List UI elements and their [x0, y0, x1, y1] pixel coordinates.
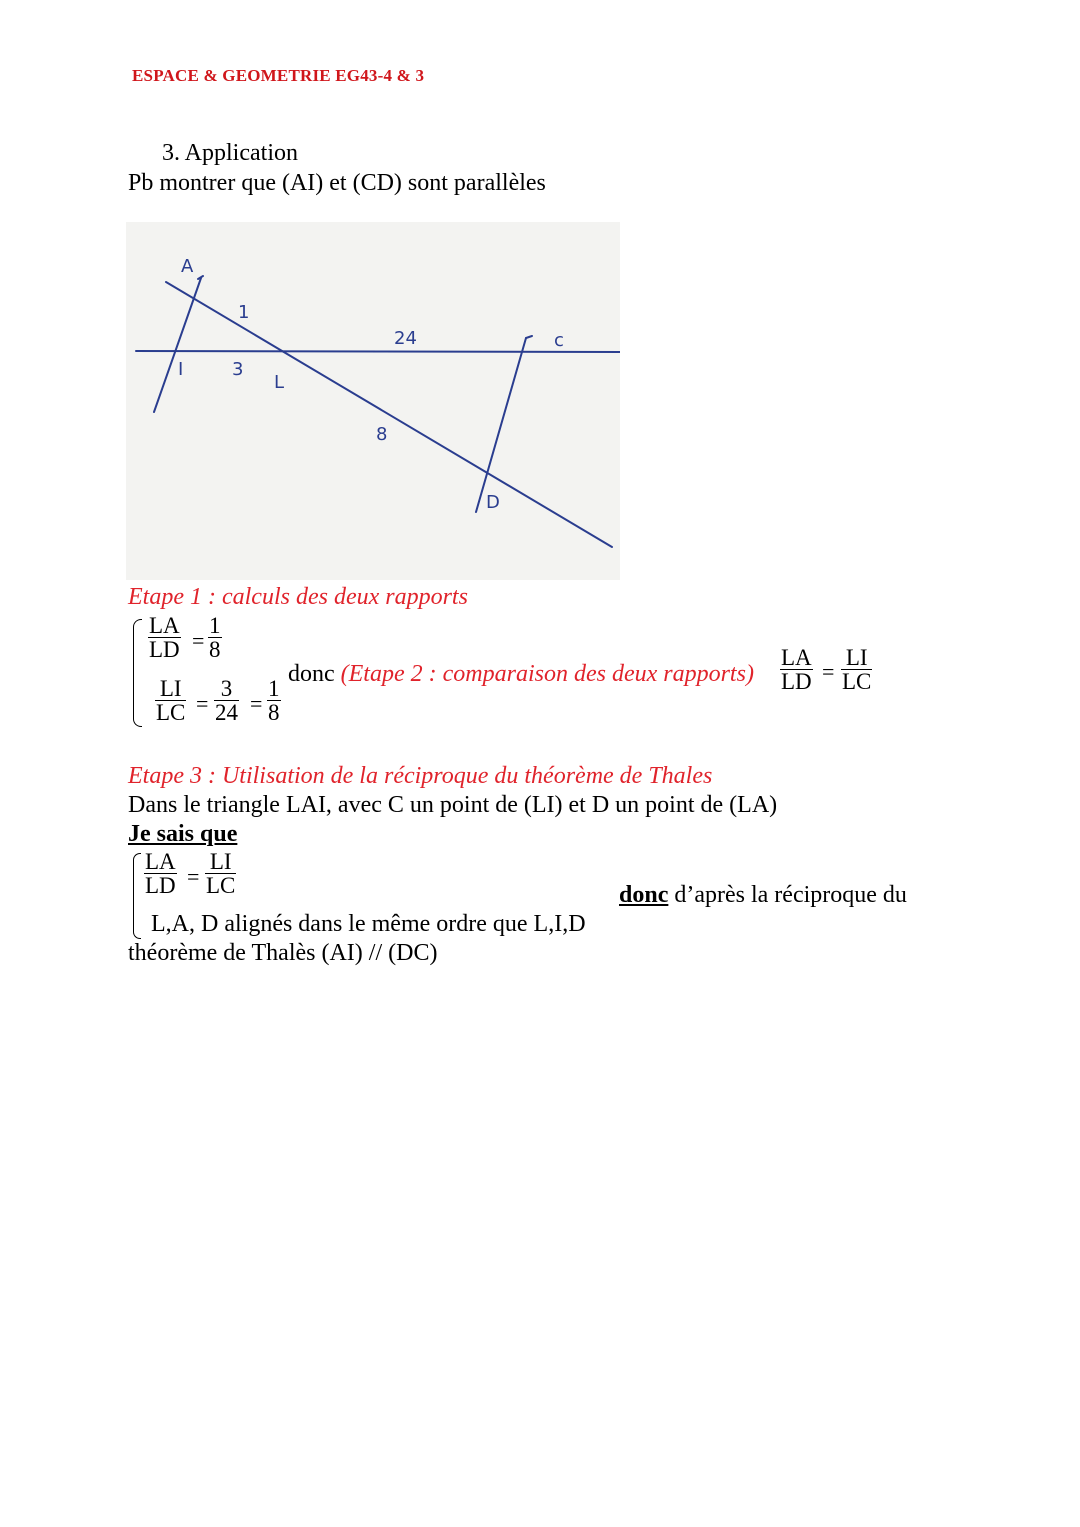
section-title: 3. Application: [162, 140, 298, 166]
label-d: D: [486, 492, 500, 513]
step1-r1-value: [208, 614, 222, 661]
step3-conclusion-b: théorème de Thalès (AI) // (DC): [128, 940, 438, 966]
label-i: I: [178, 359, 184, 380]
step3-brace: [133, 853, 141, 939]
step2-fraction-2: [841, 646, 872, 693]
step3-fraction-2: [205, 850, 236, 897]
step2-donc: donc: [288, 661, 335, 687]
step2-f1-num: LA: [781, 645, 812, 670]
step2-f2-den: LC: [842, 669, 872, 694]
r2-num: LI: [159, 676, 182, 701]
step3-f1-num: LA: [145, 849, 176, 874]
step3-title: Etape 3 : Utilisation de la réciproque du théorème de Thales: [128, 763, 713, 789]
r1-num: LA: [149, 613, 180, 638]
label-l: L: [274, 372, 285, 393]
step1-r2-mid: [214, 677, 239, 724]
label-24: 24: [394, 328, 417, 349]
r2-val-den: 8: [268, 700, 280, 725]
step3-donc: donc: [619, 882, 669, 908]
label-8: 8: [376, 424, 388, 445]
line-ic: [136, 351, 620, 352]
r2-eq1: =: [196, 691, 209, 716]
step2-f1-den: LD: [781, 669, 812, 694]
step3-line1: Dans le triangle LAI, avec C un point de (LI) et D un point de (LA): [128, 792, 778, 818]
line-ad: [166, 282, 612, 547]
step2-f2-num: LI: [845, 645, 868, 670]
step2-fraction-1: [780, 646, 813, 693]
label-3: 3: [232, 359, 244, 380]
r1-eq: =: [192, 628, 205, 653]
problem-statement: Pb montrer que (AI) et (CD) sont parallèles: [128, 170, 546, 196]
line-ai: [154, 278, 201, 412]
r2-mid-num: 3: [220, 676, 233, 701]
je-sais-que: Je sais que: [128, 821, 238, 847]
step3-f2-den: LC: [206, 873, 236, 898]
step1-title: Etape 1 : calculs des deux rapports: [128, 584, 468, 610]
step3-f2-num: LI: [209, 849, 232, 874]
figure-drawing: [126, 222, 620, 580]
step3-fraction-1: [144, 850, 177, 897]
line-cd: [476, 338, 526, 512]
step3-f1-den: LD: [145, 873, 176, 898]
page-header: ESPACE & GEOMETRIE EG43-4 & 3: [132, 66, 425, 85]
r1-den: LD: [149, 637, 180, 662]
step3-conclusion-start: [619, 881, 907, 909]
r2-mid-den: 24: [215, 700, 238, 725]
label-a: A: [181, 256, 194, 277]
r1-val-den: 8: [209, 637, 221, 662]
step1-r1-fraction: [148, 614, 181, 661]
r2-eq2: =: [250, 691, 263, 716]
step1-r2-fraction: [155, 677, 186, 724]
step2-eq: =: [822, 659, 835, 684]
r2-den: LC: [156, 700, 186, 725]
geometry-figure: [126, 222, 620, 580]
label-c: c: [554, 330, 564, 351]
r1-val-num: 1: [209, 613, 221, 638]
step2-line: [288, 660, 754, 688]
r2-val-num: 1: [268, 676, 280, 701]
label-1: 1: [238, 302, 250, 323]
step3-eq: =: [187, 864, 200, 889]
step1-brace: [133, 619, 142, 727]
step1-r2-value: [267, 677, 281, 724]
step3-conclusion-a: d’après la réciproque du: [668, 882, 907, 908]
step2-text: (Etape 2 : comparaison des deux rapports): [340, 661, 754, 687]
step3-aligned: L,A, D alignés dans le même ordre que L,I,D: [151, 911, 586, 937]
